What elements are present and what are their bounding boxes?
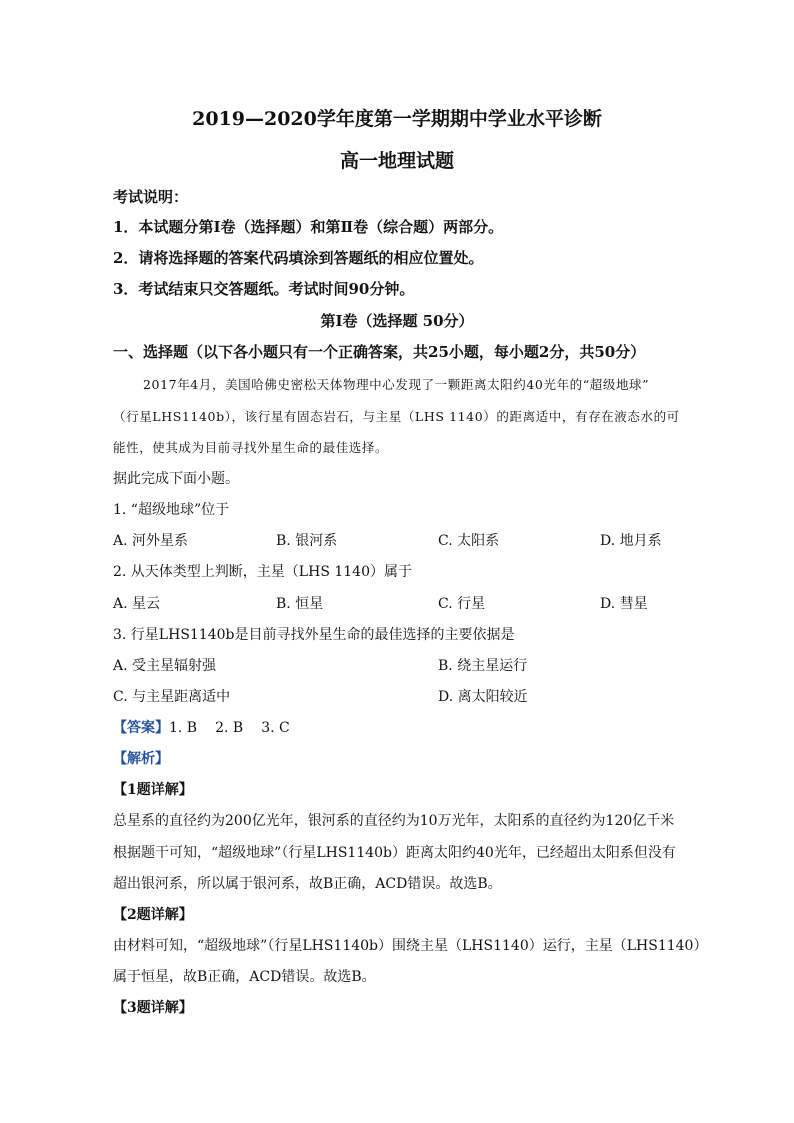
analysis-q2-label: 【2题详解】 xyxy=(113,907,193,923)
analysis-line: 由材料可知，“超级地球”（行星LHS1140b）围绕主星（LHS1140）运行，主星（LHS1140） xyxy=(113,938,708,954)
question-option: A. 星云 xyxy=(113,596,161,612)
analysis-q1-label: 【1题详解】 xyxy=(113,782,193,798)
exam-subtitle: 高一地理试题 xyxy=(339,150,454,172)
answer-value: 2. B xyxy=(215,720,244,736)
question-option: D. 彗星 xyxy=(600,596,648,612)
question-stem: 2. 从天体类型上判断，主星（LHS 1140）属于 xyxy=(113,564,412,580)
instructions-heading: 考试说明： xyxy=(113,188,189,206)
passage-line: 2017年4月，美国哈佛史密松天体物理中心发现了一颗距离太阳约40光年的“超级地球” xyxy=(143,377,650,392)
passage-prompt: 据此完成下面小题。 xyxy=(113,471,239,487)
question-option: A. 河外星系 xyxy=(113,533,189,549)
passage-line: （行星LHS1140b），该行星有固态岩石，与主星（LHS 1140）的距离适中，有存在液态水的可 xyxy=(113,409,680,424)
question-option: B. 银河系 xyxy=(276,533,338,549)
question-option: C. 行星 xyxy=(438,596,486,612)
instruction-item: 1．本试题分第Ⅰ卷（选择题）和第Ⅱ卷（综合题）两部分。 xyxy=(113,218,504,236)
answer-line xyxy=(113,717,308,737)
question-option: A. 受主星辐射强 xyxy=(113,658,217,674)
analysis-q3-label: 【3题详解】 xyxy=(113,1000,193,1016)
part-title: 一、选择题（以下各小题只有一个正确答案，共25小题，每小题2分，共50分） xyxy=(113,343,646,361)
instruction-item: 3．考试结束只交答题纸。考试时间90分钟。 xyxy=(113,280,415,298)
question-option: C. 太阳系 xyxy=(438,533,500,549)
analysis-line: 属于恒星，故B正确，ACD错误。故选B。 xyxy=(113,969,376,985)
question-option: B. 绕主星运行 xyxy=(438,658,528,674)
question-option: C. 与主星距离适中 xyxy=(113,689,231,705)
analysis-line: 根据题干可知，“超级地球”（行星LHS1140b）距离太阳约40光年，已经超出太阳系但没有 xyxy=(113,845,676,861)
passage-line: 能性，使其成为目前寻找外星生命的最佳选择。 xyxy=(113,440,389,455)
analysis-line: 总星系的直径约为200亿光年，银河系的直径约为10万光年，太阳系的直径约为120亿千米 xyxy=(113,813,675,829)
question-stem: 1. “超级地球”位于 xyxy=(113,502,230,518)
question-stem: 3. 行星LHS1140b是目前寻找外星生命的最佳选择的主要依据是 xyxy=(113,627,515,643)
analysis-label: 【解析】 xyxy=(113,751,169,767)
instruction-item: 2．请将选择题的答案代码填涂到答题纸的相应位置处。 xyxy=(113,249,484,267)
exam-title: 2019—2020学年度第一学期期中学业水平诊断 xyxy=(192,108,602,130)
question-option: D. 地月系 xyxy=(600,533,662,549)
question-option: B. 恒星 xyxy=(276,596,324,612)
analysis-line: 超出银河系，所以属于银河系，故B正确，ACD错误。故选B。 xyxy=(113,876,502,892)
answer-value: 3. C xyxy=(261,720,290,736)
answer-label: 【答案】 xyxy=(113,720,169,736)
question-option: D. 离太阳较近 xyxy=(438,689,528,705)
volume-title: 第Ⅰ卷（选择题 50分） xyxy=(320,312,474,330)
answer-value: 1. B xyxy=(169,720,198,736)
